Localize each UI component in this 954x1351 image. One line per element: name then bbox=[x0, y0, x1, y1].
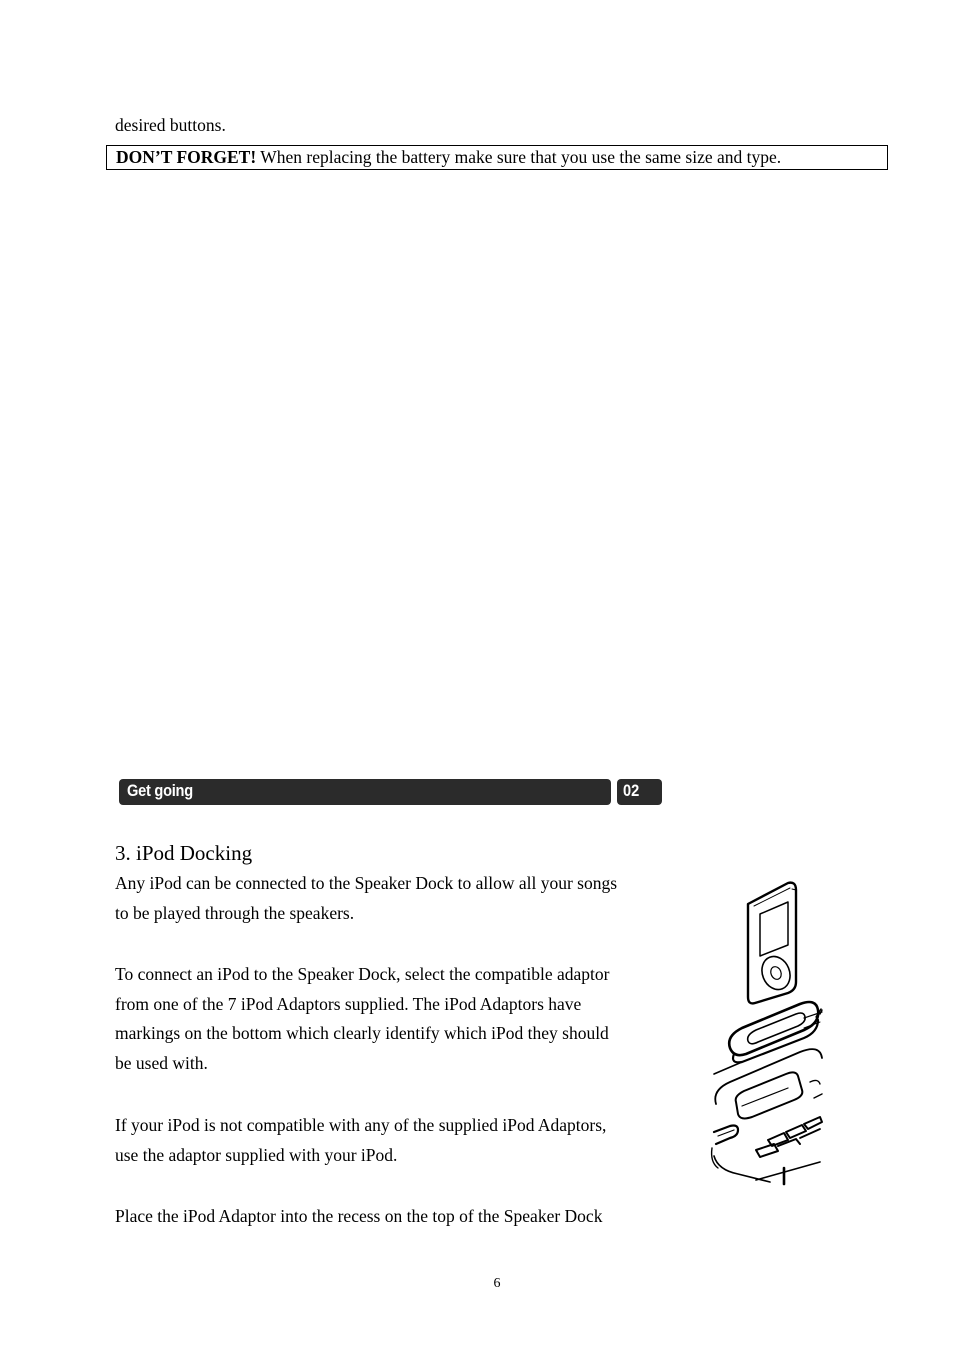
paragraph-line: Any iPod can be connected to the Speaker Dock to allow all your songs bbox=[115, 873, 618, 893]
paragraph-line: Place the iPod Adaptor into the recess on the top of the Speaker Dock bbox=[115, 1206, 603, 1226]
warning-text bbox=[116, 143, 781, 172]
section-banner-title: Get going bbox=[127, 781, 193, 800]
speaker-dock-icon bbox=[712, 1010, 822, 1184]
section-heading: 3. iPod Docking bbox=[115, 841, 253, 865]
section-banner-number-label: 02 bbox=[623, 781, 640, 800]
paragraph-place-adaptor bbox=[115, 1202, 602, 1232]
adaptor-icon bbox=[729, 1002, 821, 1062]
paragraph-not-compatible bbox=[115, 1111, 606, 1170]
warning-box bbox=[106, 145, 888, 170]
warning-message: When replacing the battery make sure that you use the same size and type. bbox=[256, 147, 782, 167]
paragraph-line: to be played through the speakers. bbox=[115, 902, 355, 923]
paragraph-line: markings on the bottom which clearly identify which iPod they should bbox=[115, 1023, 609, 1043]
paragraph-line: be used with. bbox=[115, 1052, 208, 1073]
paragraph-line: from one of the 7 iPod Adaptors supplied. The iPod Adaptors have bbox=[115, 993, 582, 1014]
paragraph-any-ipod bbox=[115, 869, 617, 928]
paragraph-line: If your iPod is not compatible with any of the supplied iPod Adaptors, bbox=[115, 1115, 607, 1135]
ipod-dock-diagram-icon bbox=[708, 878, 824, 1190]
warning-label: DON’T FORGET! bbox=[116, 147, 257, 167]
section-banner bbox=[119, 779, 611, 805]
ipod-icon bbox=[748, 883, 796, 1004]
paragraph-line: To connect an iPod to the Speaker Dock, select the compatible adaptor bbox=[115, 964, 610, 984]
intro-text: desired buttons. bbox=[115, 115, 226, 135]
section-banner-number bbox=[617, 779, 662, 805]
paragraph-line: use the adaptor supplied with your iPod. bbox=[115, 1144, 398, 1165]
page-number: 6 bbox=[493, 1276, 501, 1291]
paragraph-connect-ipod bbox=[115, 960, 609, 1078]
